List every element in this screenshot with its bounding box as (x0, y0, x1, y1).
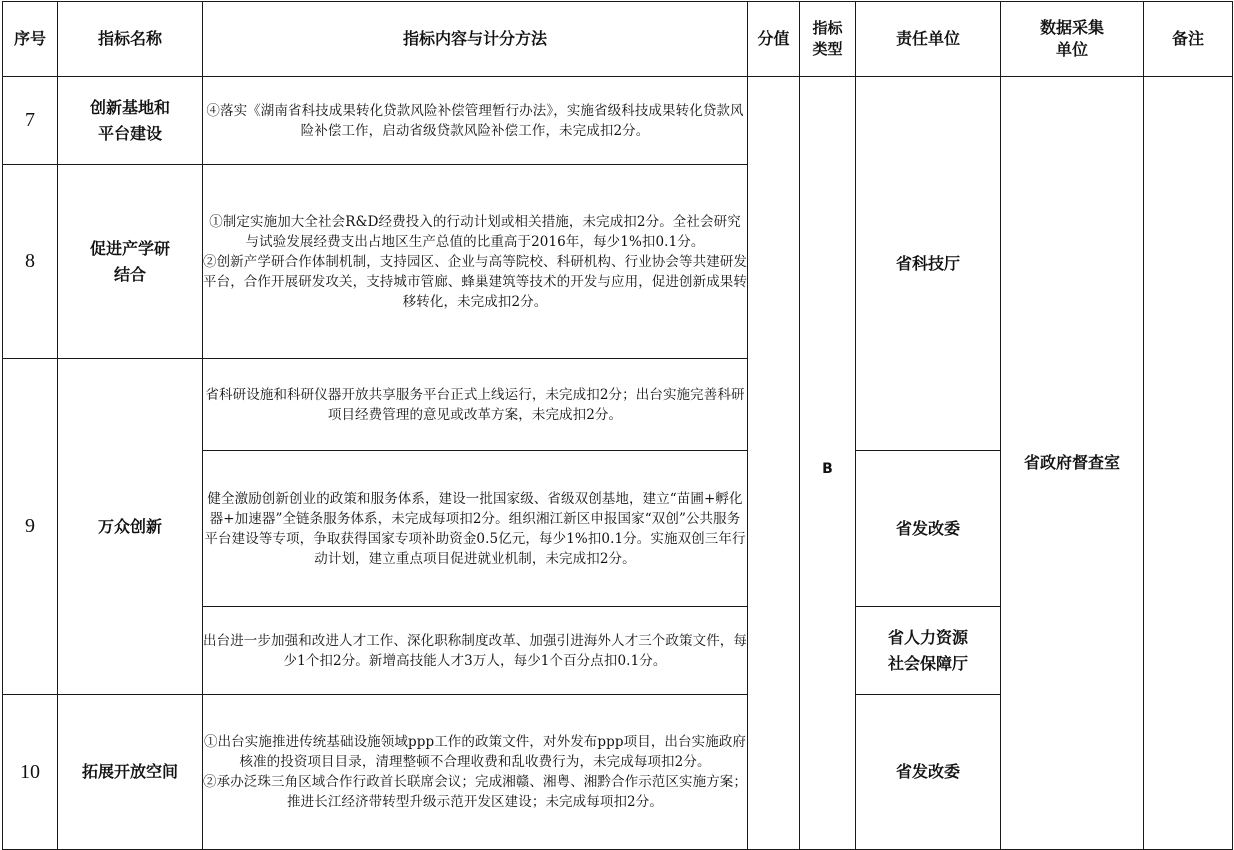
row-name: 拓展开放空间 (58, 695, 203, 850)
header-collector: 数据采集 单位 (1001, 2, 1144, 77)
header-type: 指标 类型 (800, 2, 856, 77)
responsible-unit-cell: 省发改委 (856, 451, 1001, 607)
responsible-unit-cell: 省发改委 (856, 695, 1001, 850)
row-content: 健全激励创新创业的政策和服务体系，建设一批国家级、省级双创基地，建立“苗圃+孵化器+加速器”全链条服务体系，未完成每项扣2分。组织湘江新区申报国家“双创”公共服务平台建设等专项，争取获得国家专项补助资金0.5亿元，每少1%扣0.1分。实施双创三年行动计划，建立重点项目促进就业机制，未完成扣2分。 (203, 451, 748, 607)
collector-cell: 省政府督查室 (1001, 77, 1144, 850)
row-content: 出台进一步加强和改进人才工作、深化职称制度改革、加强引进海外人才三个政策文件，每少1个扣2分。新增高技能人才3万人，每少1个百分点扣0.1分。 (203, 607, 748, 695)
row-name: 促进产学研 结合 (58, 165, 203, 359)
indicator-table (2, 1, 1233, 850)
row-content: 省科研设施和科研仪器开放共享服务平台正式上线运行，未完成扣2分；出台实施完善科研项目经费管理的意见或改革方案，未完成扣2分。 (203, 359, 748, 451)
score-cell (748, 77, 800, 850)
header-row (3, 2, 1233, 77)
responsible-unit-cell: 省人力资源 社会保障厅 (856, 607, 1001, 695)
row-seq: 8 (3, 165, 58, 359)
table-row (3, 77, 1233, 165)
header-score: 分值 (748, 2, 800, 77)
responsible-unit-cell: 省科技厅 (856, 77, 1001, 451)
remark-cell (1144, 77, 1233, 850)
type-cell: B (800, 77, 856, 850)
row-seq: 7 (3, 77, 58, 165)
row-seq: 9 (3, 359, 58, 695)
row-name: 万众创新 (58, 359, 203, 695)
header-responsible: 责任单位 (856, 2, 1001, 77)
header-seq: 序号 (3, 2, 58, 77)
header-remark: 备注 (1144, 2, 1233, 77)
row-seq: 10 (3, 695, 58, 850)
header-content: 指标内容与计分方法 (203, 2, 748, 77)
row-content: ①制定实施加大全社会R&D经费投入的行动计划或相关措施，未完成扣2分。全社会研究与试验发展经费支出占地区生产总值的比重高于2016年，每少1%扣0.1分。 ②创新产学研合作体制机制，支持园区、企业与高等院校、科研机构、行业协会等共建研发平台，合作开展研发攻关，支持城市管廊、蜂巢建筑等技术的开发与应用，促进创新成果转移转化，未完成扣2分。 (203, 165, 748, 359)
row-content: ①出台实施推进传统基础设施领域ppp工作的政策文件，对外发布ppp项目，出台实施政府核准的投资项目目录，清理整顿不合理收费和乱收费行为，未完成每项扣2分。 ②承办泛珠三角区域合作行政首长联席会议；完成湘赣、湘粤、湘黔合作示范区实施方案；推进长江经济带转型升级示范开发区建设；未完成每项扣2分。 (203, 695, 748, 850)
row-content: ④落实《湖南省科技成果转化贷款风险补偿管理暂行办法》，实施省级科技成果转化贷款风险补偿工作，启动省级贷款风险补偿工作，未完成扣2分。 (203, 77, 748, 165)
row-name: 创新基地和 平台建设 (58, 77, 203, 165)
header-name: 指标名称 (58, 2, 203, 77)
